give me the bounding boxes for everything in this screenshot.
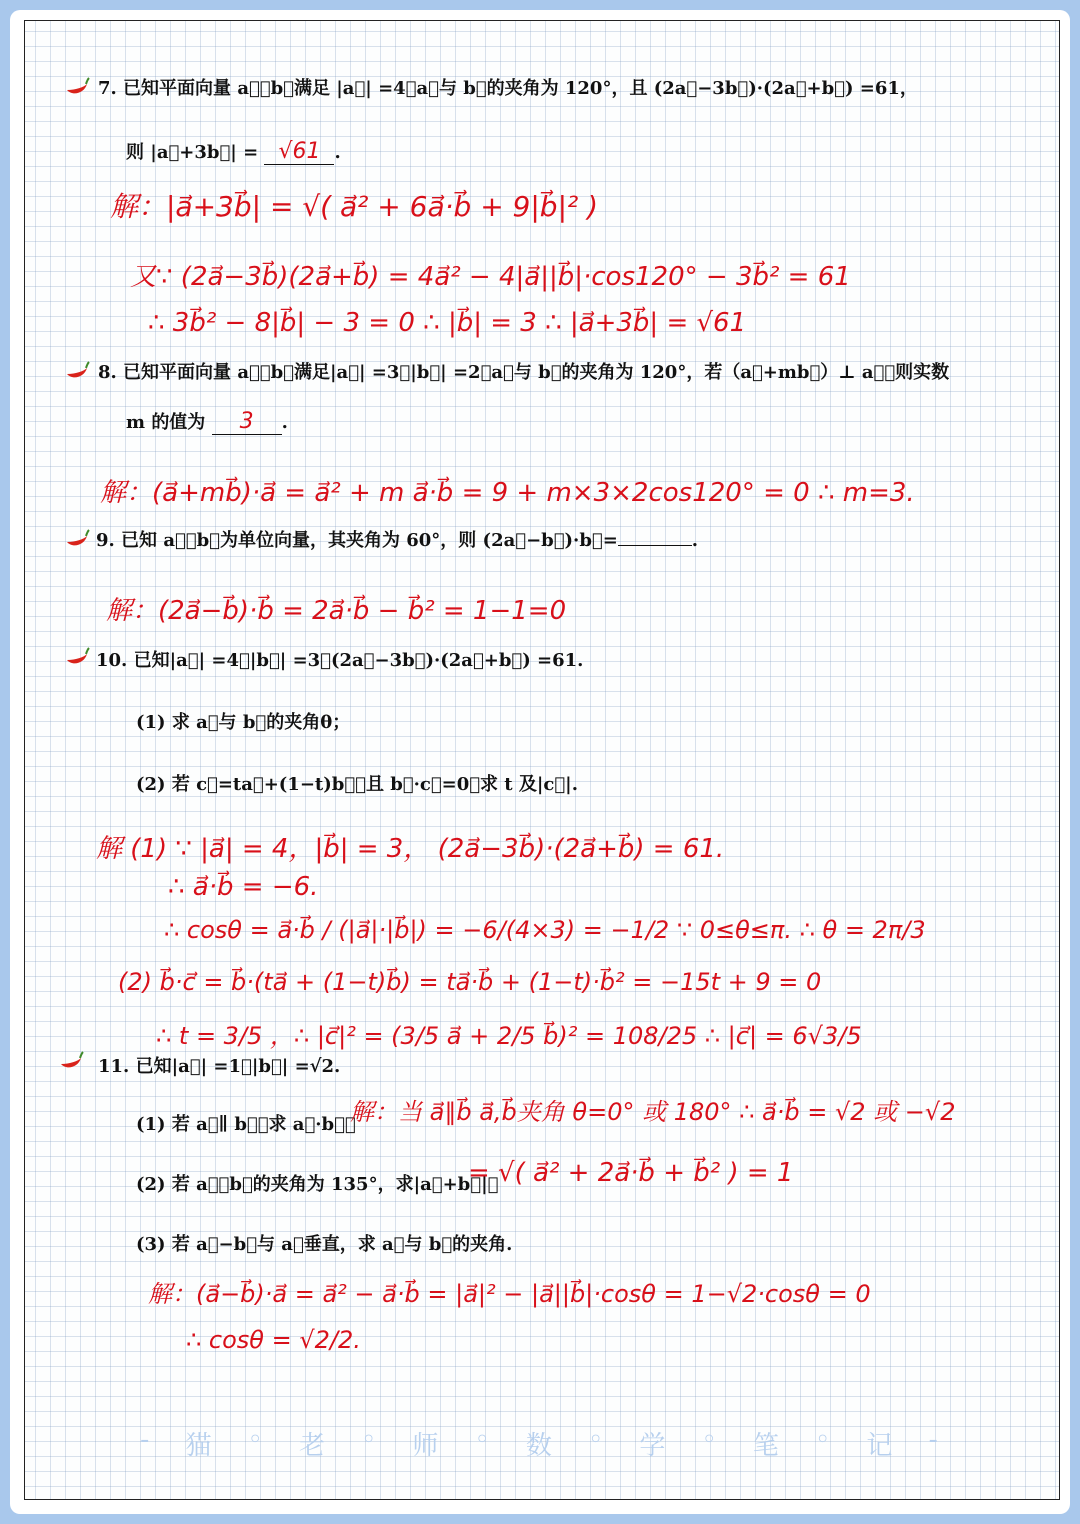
- chili-pepper-icon: [64, 528, 90, 550]
- problem-9-question: 9. 已知 a⃗，b⃗为单位向量，其夹角为 60°，则 (2a⃗−b⃗)·b⃗= .: [96, 530, 699, 551]
- footer-char: -: [140, 1425, 152, 1455]
- problem-11-solution-1: 解：(a⃗−b⃗)·a⃗ = a⃗² − a⃗·b⃗ = |a⃗|² − |a⃗||b⃗|·cosθ = 1−√2·cosθ = 0: [148, 1280, 871, 1308]
- problem-11-part-2: (2) 若 a⃗，b⃗的夹角为 135°，求|a⃗+b⃗|；: [136, 1174, 499, 1195]
- problem-10-solution-5: ∴ t = 3/5 ，∴ |c⃗|² = (3/5 a⃗ + 2/5 b⃗)² = 108/25 ∴ |c⃗| = 6√3/5: [156, 1022, 862, 1050]
- problem-10-solution-4: (2) b⃗·c⃗ = b⃗·(ta⃗ + (1−t)b⃗) = ta⃗·b⃗ + (1−t)·b⃗² = −15t + 9 = 0: [118, 968, 822, 996]
- chili-pepper-icon: [58, 1050, 84, 1072]
- problem-10-question: 10. 已知|a⃗| =4，|b⃗| =3，(2a⃗−3b⃗)·(2a⃗+b⃗) =61.: [96, 650, 584, 671]
- problem-10-solution-3: ∴ cosθ = a⃗·b⃗ / (|a⃗|·|b⃗|) = −6/(4×3) = −1/2 ∵ 0≤θ≤π. ∴ θ = 2π/3: [164, 916, 926, 944]
- problem-7-solution-3: ∴ 3b⃗² − 8|b⃗| − 3 = 0 ∴ |b⃗| = 3 ∴ |a⃗+3b⃗| = √61: [148, 308, 747, 338]
- problem-11-part-2-solution: = √( a⃗² + 2a⃗·b⃗ + b⃗² ) = 1: [468, 1158, 794, 1188]
- footer-char: 老: [298, 1431, 327, 1461]
- problem-11-part-1: (1) 若 a⃗∥ b⃗，求 a⃗·b⃗；: [136, 1114, 356, 1135]
- problem-7-answer-blank: [264, 139, 334, 165]
- footer-char: 笔: [752, 1431, 781, 1461]
- problem-10-part-2: (2) 若 c⃗=ta⃗+(1−t)b⃗，且 b⃗·c⃗=0，求 t 及|c⃗|.: [136, 774, 579, 795]
- problem-8-prefix: m 的值为: [126, 412, 206, 433]
- footer-char: ◦: [587, 1425, 606, 1455]
- problem-8-answer: 3: [239, 409, 254, 434]
- footer-watermark: [140, 1425, 940, 1462]
- chili-pepper-icon: [64, 360, 90, 382]
- footer-char: ◦: [701, 1425, 719, 1455]
- footer-char: ◦: [361, 1425, 379, 1455]
- problem-10-part-1: (1) 求 a⃗与 b⃗的夹角θ；: [136, 712, 351, 733]
- problem-7-question: 7. 已知平面向量 a⃗，b⃗满足 |a⃗| =4，a⃗与 b⃗的夹角为 120°，且 (2a⃗−3b⃗)·(2a⃗+b⃗) =61，: [98, 78, 918, 99]
- problem-7-solution-2: 又∵ (2a⃗−3b⃗)(2a⃗+b⃗) = 4a⃗² − 4|a⃗||b⃗|·cos120° − 3b⃗² = 61: [130, 262, 851, 292]
- problem-8-solution: 解：(a⃗+mb⃗)·a⃗ = a⃗² + m a⃗·b⃗ = 9 + m×3×2cos120° = 0 ∴ m=3.: [100, 478, 915, 508]
- problem-7-answer: √61: [278, 139, 321, 164]
- problem-9-text: 9. 已知 a⃗，b⃗为单位向量，其夹角为 60°，则 (2a⃗−b⃗)·b⃗=: [96, 530, 618, 551]
- footer-char: 数: [525, 1431, 554, 1461]
- problem-9-solution: 解：(2a⃗−b⃗)·b⃗ = 2a⃗·b⃗ − b⃗² = 1−1=0: [106, 596, 567, 626]
- problem-11-part-3: (3) 若 a⃗−b⃗与 a⃗垂直，求 a⃗与 b⃗的夹角.: [136, 1234, 513, 1255]
- footer-char: ◦: [814, 1425, 833, 1455]
- problem-8-answer-blank: [212, 409, 282, 435]
- footer-char: -: [928, 1425, 940, 1455]
- problem-9-answer-blank: [618, 545, 692, 546]
- problem-8-question-line2: m 的值为 3 .: [126, 409, 288, 434]
- chili-pepper-icon: [64, 646, 90, 668]
- footer-char: 记: [866, 1431, 895, 1461]
- footer-char: 学: [639, 1431, 668, 1461]
- problem-7-solution-1: 解：|a⃗+3b⃗| = √( a⃗² + 6a⃗·b⃗ + 9|b⃗|² ): [110, 190, 599, 223]
- footer-char: ◦: [247, 1425, 265, 1455]
- problem-8-question: 8. 已知平面向量 a⃗，b⃗满足|a⃗| =3，|b⃗| =2，a⃗与 b⃗的夹角为 120°，若（a⃗+mb⃗）⊥ a⃗，则实数: [98, 362, 950, 383]
- footer-char: 猫: [185, 1431, 214, 1461]
- problem-7-prefix: 则 |a⃗+3b⃗| =: [126, 142, 259, 163]
- chili-pepper-icon: [64, 76, 90, 98]
- problem-11-question: 11. 已知|a⃗| =1，|b⃗| =√2.: [98, 1056, 341, 1077]
- problem-10-solution-2: ∴ a⃗·b⃗ = −6.: [168, 872, 319, 902]
- footer-char: 师: [412, 1431, 441, 1461]
- problem-11-part-1-solution: 解：当 a⃗∥b⃗ a⃗,b⃗夹角 θ=0° 或 180° ∴ a⃗·b⃗ = √2 或 −√2: [350, 1098, 956, 1126]
- problem-10-solution-1: 解 (1) ∵ |a⃗| = 4，|b⃗| = 3， (2a⃗−3b⃗)·(2a⃗+b⃗) = 61.: [96, 834, 725, 864]
- problem-7-question-line2: 则 |a⃗+3b⃗| = √61 .: [126, 139, 341, 164]
- footer-char: ◦: [474, 1425, 492, 1455]
- problem-11-solution-2: ∴ cosθ = √2/2.: [186, 1326, 361, 1354]
